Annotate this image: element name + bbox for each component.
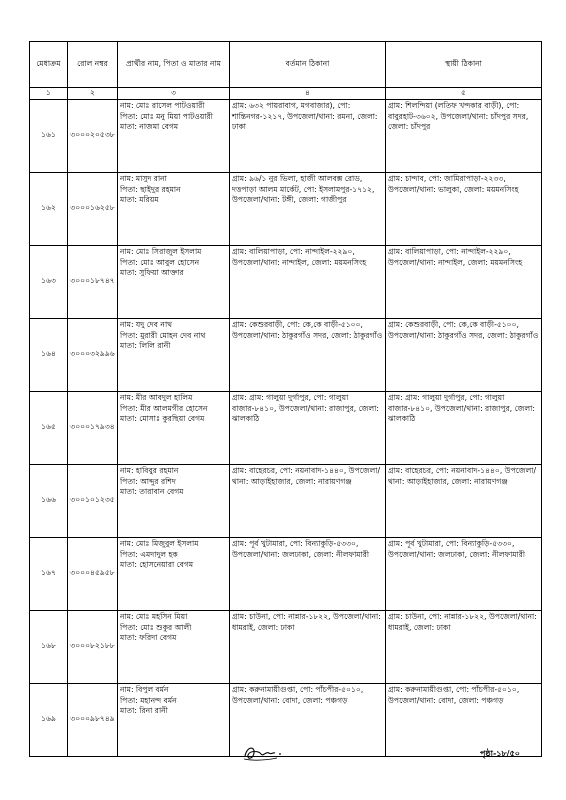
father-name: পিতা: মোঃ মনু মিয়া পাটওয়ারী (120, 111, 213, 121)
permanent-address: গ্রাম: বাহেরচর, পো: নয়নাবাদ-১৪৪০, উপজেলা/থানা: আড়াইহাজার, জেলা: নারায়ণগঞ্জ (388, 465, 537, 486)
name-cell (118, 464, 230, 537)
permanent-address-cell (386, 683, 542, 756)
serial-cell: ১৬৯ (30, 683, 68, 756)
present-address: গ্রাম: কেশুরবাড়ী, পো: কে,কে বাড়ী-৫১০০, উপজেলা/থানা: ঠাকুরগাঁও সদর, জেলা: ঠাকুরগাঁও (232, 319, 383, 340)
serial-cell: ১৬৭ (30, 537, 68, 610)
permanent-address: গ্রাম: পূর্ব খুটামারা, পো: বিন্যাকুড়ি-৫৩৩০, উপজেলা/থানা: জলঢাকা, জেলা: নীলফামারী (388, 538, 526, 559)
permanent-address: গ্রাম: গ্রাম: গালুয়া দুর্গাপুর, পো: গালুয়া বাজার-৮৪১০, উপজেলা/থানা: রাজাপুর, জেলা: ঝালকাঠি (388, 392, 535, 424)
serial-cell: ১৬৫ (30, 391, 68, 464)
roll-cell: ৩০০০১৬২৫৮ (68, 172, 118, 245)
name-cell (118, 245, 230, 318)
serial-cell: ১৬১ (30, 99, 68, 172)
father-name: পিতা: মুরারী মোহন দেব নাথ (120, 330, 206, 340)
present-address-cell (230, 318, 386, 391)
candidate-name: নাম: হাবিবুর রহমান (120, 465, 179, 475)
mother-name: মাতা: রিনা রানী (120, 706, 168, 716)
roll-cell: ৩০০০৩২৯৯৬ (68, 318, 118, 391)
permanent-address-cell (386, 99, 542, 172)
candidate-name: নাম: যদু দেব নাথ (120, 319, 173, 329)
mother-name: মাতা: নাজমা বেগম (120, 122, 179, 132)
candidate-name: নাম: মোঃ মিজুবুল ইসলাম (120, 538, 199, 548)
present-address-cell (230, 610, 386, 683)
name-cell (118, 318, 230, 391)
present-address: গ্রাম: বাহেরচর, পো: নয়নাবাদ-১৪৪০, উপজেলা/থানা: আড়াইহাজার, জেলা: নারায়ণগঞ্জ (232, 465, 381, 486)
roll-cell: ৩০০০২০৫৩৮ (68, 99, 118, 172)
mother-name: মাতা: হোসনেয়ারা বেগম (120, 560, 194, 570)
mother-name: মাতা: মোসাঃ কুরছিয়া বেগম (120, 414, 205, 424)
name-cell (118, 172, 230, 245)
present-address-cell (230, 537, 386, 610)
column-number: ৪ (230, 88, 386, 100)
column-number-row (30, 88, 542, 100)
candidate-name: নাম: মাসুদ রানা (120, 173, 167, 183)
mother-name: মাতা: ফরিদা বেগম (120, 633, 177, 643)
candidate-name: নাম: মোঃ রাসেল পাটওয়ারী (120, 100, 205, 110)
father-name: পিতা: মোঃ আবুল হোসেন (120, 257, 200, 267)
column-number: ৩ (118, 88, 230, 100)
father-name: পিতা: এমদাদুল হক (120, 549, 178, 559)
column-number: ২ (68, 88, 118, 100)
mother-name: মাতা: সুফিয়া আক্তার (120, 268, 184, 278)
candidate-table (29, 41, 542, 757)
roll-cell: ৩০০০১৭৯৩৪ (68, 391, 118, 464)
permanent-address-cell (386, 172, 542, 245)
column-number: ১ (30, 88, 68, 100)
present-address: গ্রাম: চাউনা, পো: নান্নার-১৮২২, উপজেলা/থানা: ধামরাই, জেলা: ঢাকা (232, 611, 381, 632)
present-address: গ্রাম: গ্রাম: গালুয়া দুর্গাপুর, পো: গালুয়া বাজার-৮৪১০, উপজেলা/থানা: রাজাপুর, জেলা: ঝালকাঠি (232, 392, 379, 424)
permanent-address: গ্রাম: চান্দাব, পো: জামিরাপাড়া-২২৩৩, উপজেলা/থানা: ভালুকা, জেলা: ময়মনসিংহ (388, 173, 519, 194)
permanent-address-cell (386, 391, 542, 464)
roll-cell: ৩০০০৮২১৮৮ (68, 610, 118, 683)
mother-name: মাতা: তারাবান বেগম (120, 487, 184, 497)
header-row (30, 42, 542, 88)
table-row (30, 318, 542, 391)
father-name: পিতা: মীর আলমগীর হোসেন (120, 403, 208, 413)
father-name: পিতা: মোঃ শুকুর আলী (120, 622, 192, 632)
serial-cell: ১৬৬ (30, 464, 68, 537)
candidate-name: নাম: মোঃ সিরাজুল ইসলাম (120, 246, 202, 256)
present-address-cell (230, 391, 386, 464)
candidate-name: নাম: মীর আবদুল হালিম (120, 392, 193, 402)
permanent-address-cell (386, 464, 542, 537)
serial-cell: ১৬৩ (30, 245, 68, 318)
father-name: পিতা: ছাইদুর রহমান (120, 184, 181, 194)
present-address: গ্রাম: পূর্ব খুটামারা, পো: বিন্যাকুড়ি-৫৩৩০, উপজেলা/থানা: জলঢাকা, জেলা: নীলফামারী (232, 538, 370, 559)
mother-name: মাতা: মরিয়ম (120, 195, 159, 205)
name-cell (118, 99, 230, 172)
permanent-address: গ্রাম: করুনামায়ীগুপ্তা, পো: পাঁচপীর-৫০১০, উপজেলা/থানা: বোদা, জেলা: পঞ্চগড় (388, 684, 520, 705)
present-address-cell (230, 172, 386, 245)
roll-cell: ৩০০১০১২৩৫ (68, 464, 118, 537)
column-number: ৫ (386, 88, 542, 100)
candidate-name: নাম: বিপুল বর্মন (120, 684, 169, 694)
present-address-cell (230, 464, 386, 537)
father-name: পিতা: আব্দুর রশিদ (120, 476, 176, 486)
permanent-address: গ্রাম: চাউনা, পো: নান্নার-১৮২২, উপজেলা/থানা: ধামরাই, জেলা: ঢাকা (388, 611, 537, 632)
permanent-address: গ্রাম: কেশুরবাড়ী, পো: কে,কে বাড়ী-৫১০০, উপজেলা/থানা: ঠাকুরগাঁও সদর, জেলা: ঠাকুরগাঁও (388, 319, 539, 340)
table-row (30, 245, 542, 318)
present-address: গ্রাম: ৬৩২ পায়রাবাগ, মগবাজার), পো: শান্তিনগর-১২১৭, উপজেলা/থানা: রমনা, জেলা: ঢাকা (232, 100, 378, 132)
table-row (30, 537, 542, 610)
table-row (30, 610, 542, 683)
present-address: গ্রাম: করুনামায়ীগুপ্তা, পো: পাঁচপীর-৫০১০, উপজেলা/থানা: বোদা, জেলা: পঞ্চগড় (232, 684, 364, 705)
permanent-address-cell (386, 537, 542, 610)
candidate-name: নাম: মোঃ মহসিন মিয়া (120, 611, 188, 621)
name-cell (118, 537, 230, 610)
name-cell (118, 391, 230, 464)
permanent-address: গ্রাম: বালিয়াপাড়া, পো: নান্দাইল-২২৯০, উপজেলা/থানা: নান্দাইল, জেলা: ময়মনসিংহ (388, 246, 523, 267)
header-permanent-address: স্থায়ী ঠিকানা (386, 42, 542, 88)
permanent-address-cell (386, 318, 542, 391)
name-cell (118, 683, 230, 756)
serial-cell: ১৬৪ (30, 318, 68, 391)
present-address: গ্রাম: ৯৬/১ নুর ভিলা, হাজী আলবক্স রোড, দত্তপাড়া আলম মার্কেট, পো: ইসলামপুর-১৭১২, উপজেলা/থানা: টঙ্গী, জেলা: গাজীপুর (232, 173, 375, 205)
table-row (30, 172, 542, 245)
header-present-address: বর্তমান ঠিকানা (230, 42, 386, 88)
permanent-address-cell (386, 245, 542, 318)
header-name: প্রার্থীর নাম, পিতা ও মাতার নাম (118, 42, 230, 88)
present-address-cell (230, 245, 386, 318)
name-cell (118, 610, 230, 683)
serial-cell: ১৬৮ (30, 610, 68, 683)
table-row (30, 99, 542, 172)
header-serial: মেধাক্রম (30, 42, 68, 88)
table-row (30, 464, 542, 537)
roll-cell: ৩০০০৯৮৭৪৯ (68, 683, 118, 756)
permanent-address: গ্রাম: শিলন্দিয়া (লতিফ খন্দকার বাড়ী), পো: বাবুরহাট-৩৬০২, উপজেলা/থানা: চাঁদপুর সদর, জেলা: চাঁদপুর (388, 100, 529, 132)
signature-image (239, 742, 287, 764)
header-roll: রোল নম্বর (68, 42, 118, 88)
present-address: গ্রাম: বালিয়াপাড়া, পো: নান্দাইল-২২৯০, উপজেলা/থানা: নান্দাইল, জেলা: ময়মনসিংহ (232, 246, 367, 267)
page-number: পৃষ্ঠা-১৮/৫০ (480, 749, 520, 758)
present-address-cell (230, 99, 386, 172)
permanent-address-cell (386, 610, 542, 683)
table-row (30, 391, 542, 464)
mother-name: মাতা: লিলি রানী (120, 341, 171, 351)
roll-cell: ৩০০০৪৫৯৫৮ (68, 537, 118, 610)
roll-cell: ৩০০০১৮৭৪৭ (68, 245, 118, 318)
father-name: পিতা: মহানন্দ বর্মন (120, 695, 177, 705)
serial-cell: ১৬২ (30, 172, 68, 245)
